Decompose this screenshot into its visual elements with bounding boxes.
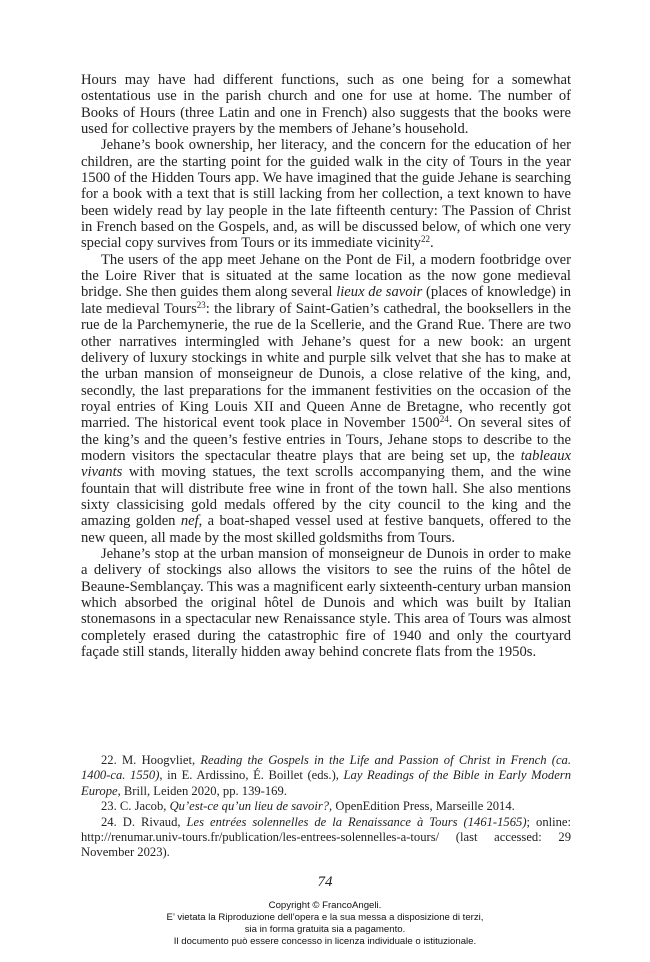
italic-text: nef [180,513,199,530]
italic-text: lieux de savoir [336,284,423,301]
italic-text: Reading the Gospels in the Life and Passion of Christ in French (ca. 1400-ca. 1550) [81,753,571,783]
italic-text: tableaux vivants [81,447,571,481]
page-number: 74 [317,874,333,890]
text-run: . On several sites of the king’s and the queen’s festive entries in Tours, Jehane stops to describe to the modern visitors the spectacular theatre plays that are being set up, the [81,415,571,464]
text-run: with moving statues, the text scrolls accompanying them, and the wine fountain that will distribute free wine in front of the town hall. She also mentions sixty classicising gold medals offered by the city council to the king and the amazing golden [81,464,571,530]
italic-text: Lay Readings of the Bible in Early Modern Europe [81,768,571,798]
text-run: ; online: http://renumar.univ-tours.fr/publication/les-entrees-solennelles-a-tours/ (last accessed: 29 November 2023). [81,814,571,860]
text-run: Hours may have had different functions, such as one being for a somewhat ostentatious use in the parish church and one for use at home. The number of Books of Hours (three Latin and one in French) also suggests that the books were used for collective prayers by the members of Jehane’s household. [81,72,571,138]
copyright-notice [0,900,650,948]
text-run: 24. D. Rivaud, [101,814,187,829]
text-run: Jehane’s stop at the urban mansion of monseigneur de Dunois in order to make a delivery of stockings also allows the visitors to see the ruins of the hôtel de Beaune-Semblançay. This was a magnificent early sixteenth-century urban mansion which absorbed the original hôtel de Dunois and which was built by Italian stonemasons in a spectacular new Renaissance style. This area of Tours was almost completely erased during the catastrophic fire of 1940 and only the courtyard façade still stands, literally hidden away behind concrete flats from the 1950s. [81,545,571,661]
italic-text: Les entrées solennelles de la Renaissance à Tours (1461-1565) [186,814,527,829]
copyright-line: sia in forma gratuita sia a pagamento. [244,924,406,935]
footnote-ref: 24 [439,414,449,425]
footnote-ref: 23 [196,299,206,310]
text-run: 23. C. Jacob, [101,799,170,814]
footnote [81,799,571,814]
copyright-line: E’ vietata la Riproduzione dell’opera e la sua messa a disposizione di terzi, [166,912,484,923]
text-run: Jehane’s book ownership, her literacy, and the concern for the education of her children, are the starting point for the guided walk in the city of Tours in the year 1500 of the Hidden Tours app. We have imagined that the guide Jehane is searching for a book with a text that is still lacking from her collection, a text known to have been widely read by lay people in the late fifteenth century: The Passion of Christ in French based on the Gospels, and, as will be discussed below, of which one very special copy survives from Tours or its immediate vicinity [81,137,571,252]
footnotes [81,753,571,861]
paragraph [81,137,571,251]
paragraph [81,72,571,137]
paragraph [81,546,571,660]
footnote [81,753,571,799]
text-run: : the library of Saint-Gatien’s cathedral, the booksellers in the rue de la Parchemynerie, the rue de la Scellerie, and the Grand Rue. There are two other narratives intermingled with Jehane’s quest for a new book: an urgent delivery of luxury stockings in white and purple silk velvet that she has to make at the urban mansion of monseigneur de Dunois, a close relative of the king, and, secondly, the last preparations for the immanent festivities on the occasion of the royal entries of King Louis XII and Queen Anne de Bretagne, who recently got married. The historical event took place in November 1500 [81,300,571,432]
text-run: , OpenEdition Press, Marseille 2014. [329,799,515,814]
text-run: The users of the app meet Jehane on the Pont de Fil, a modern footbridge over the Loire River that is situated at the same location as the now gone medieval bridge. She then guides them along several [81,251,571,301]
footnote-ref: 22 [420,234,430,245]
text-run: , in E. Ardissino, É. Boillet (eds.), [159,768,344,783]
text-run: 22. M. Hoogvliet, [101,753,201,767]
main-text [81,72,571,660]
copyright-line: Il documento può essere concesso in licenza individuale o istituzionale. [173,936,477,947]
footnote [81,815,571,861]
text-run: (places of knowledge) in late medieval Tours [81,284,571,317]
text-run: . [429,235,434,252]
text-run: , Brill, Leiden 2020, pp. 139-169. [117,783,287,798]
text-run: , a boat-shaped vessel used at festive banquets, offered to the new queen, all made by the most skilled goldsmiths from Tours. [81,513,571,546]
italic-text: Qu’est-ce qu’un lieu de savoir? [169,799,330,814]
copyright-line: Copyright © FrancoAngeli. [268,900,382,911]
paragraph [81,252,571,546]
